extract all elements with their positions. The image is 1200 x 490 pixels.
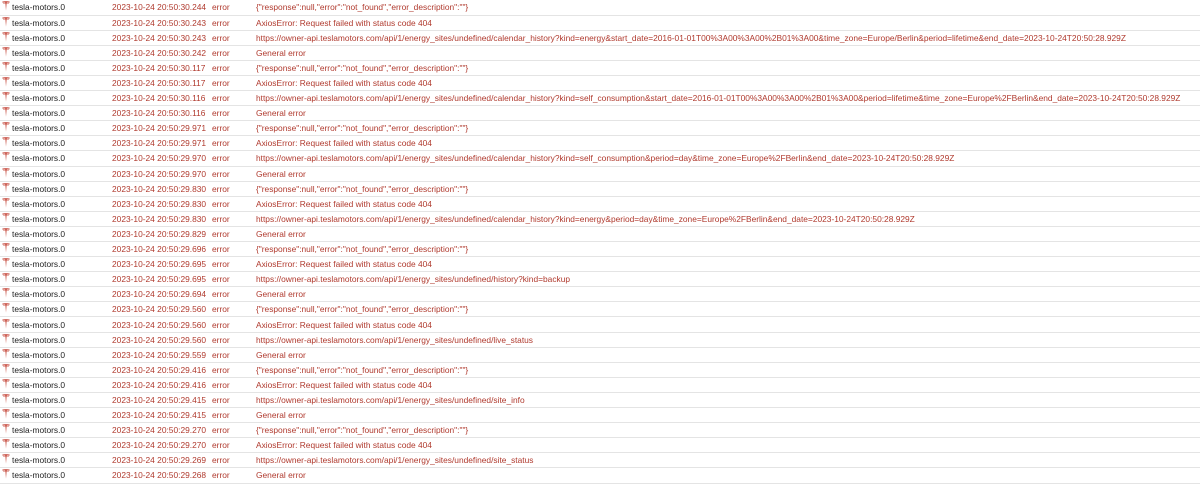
log-row[interactable] xyxy=(0,453,1200,468)
log-source xyxy=(0,45,112,60)
log-message: https://owner-api.teslamotors.com/api/1/energy_sites/undefined/site_info xyxy=(256,392,1200,407)
log-timestamp: 2023-10-24 20:50:29.829 xyxy=(112,226,212,241)
log-source xyxy=(0,302,112,317)
log-timestamp: 2023-10-24 20:50:29.269 xyxy=(112,453,212,468)
log-row[interactable] xyxy=(0,302,1200,317)
log-source xyxy=(0,408,112,423)
log-timestamp: 2023-10-24 20:50:30.244 xyxy=(112,0,212,15)
log-message: https://owner-api.teslamotors.com/api/1/energy_sites/undefined/history?kind=backup xyxy=(256,272,1200,287)
log-message: {"response":null,"error":"not_found","error_description":""} xyxy=(256,60,1200,75)
tesla-logo-icon xyxy=(2,77,10,87)
log-timestamp: 2023-10-24 20:50:29.560 xyxy=(112,332,212,347)
log-source xyxy=(0,211,112,226)
log-source-text: tesla-motors.0 xyxy=(12,17,66,28)
tesla-logo-icon xyxy=(2,364,10,374)
log-row[interactable] xyxy=(0,136,1200,151)
log-timestamp: 2023-10-24 20:50:29.830 xyxy=(112,211,212,226)
log-message: General error xyxy=(256,347,1200,362)
log-row[interactable] xyxy=(0,106,1200,121)
log-timestamp: 2023-10-24 20:50:29.694 xyxy=(112,287,212,302)
log-severity: error xyxy=(212,242,256,257)
log-message: General error xyxy=(256,408,1200,423)
log-message: General error xyxy=(256,226,1200,241)
log-source xyxy=(0,317,112,332)
log-severity: error xyxy=(212,362,256,377)
log-source-text: tesla-motors.0 xyxy=(12,2,66,13)
log-source xyxy=(0,468,112,483)
log-row[interactable] xyxy=(0,423,1200,438)
log-source-text: tesla-motors.0 xyxy=(12,47,66,58)
tesla-logo-icon xyxy=(2,334,10,344)
log-row[interactable] xyxy=(0,377,1200,392)
log-row[interactable] xyxy=(0,60,1200,75)
log-message: AxiosError: Request failed with status code 404 xyxy=(256,75,1200,90)
log-source xyxy=(0,453,112,468)
tesla-logo-icon xyxy=(2,183,10,193)
log-row[interactable] xyxy=(0,181,1200,196)
log-message: {"response":null,"error":"not_found","error_description":""} xyxy=(256,0,1200,15)
log-timestamp: 2023-10-24 20:50:30.242 xyxy=(112,45,212,60)
log-source-text: tesla-motors.0 xyxy=(12,62,66,73)
log-severity: error xyxy=(212,347,256,362)
log-source xyxy=(0,257,112,272)
log-source xyxy=(0,287,112,302)
log-source xyxy=(0,392,112,407)
log-timestamp: 2023-10-24 20:50:29.696 xyxy=(112,242,212,257)
log-source xyxy=(0,166,112,181)
log-timestamp: 2023-10-24 20:50:29.270 xyxy=(112,438,212,453)
log-row[interactable] xyxy=(0,362,1200,377)
tesla-logo-icon xyxy=(2,32,10,42)
log-source xyxy=(0,242,112,257)
log-source-text: tesla-motors.0 xyxy=(12,198,66,209)
log-severity: error xyxy=(212,196,256,211)
log-source-text: tesla-motors.0 xyxy=(12,138,66,149)
log-row[interactable] xyxy=(0,75,1200,90)
log-severity: error xyxy=(212,392,256,407)
tesla-logo-icon xyxy=(2,379,10,389)
log-source xyxy=(0,121,112,136)
log-timestamp: 2023-10-24 20:50:29.559 xyxy=(112,347,212,362)
log-severity: error xyxy=(212,45,256,60)
log-severity: error xyxy=(212,257,256,272)
log-source-text: tesla-motors.0 xyxy=(12,259,66,270)
log-message: AxiosError: Request failed with status code 404 xyxy=(256,377,1200,392)
log-source-text: tesla-motors.0 xyxy=(12,334,66,345)
tesla-logo-icon xyxy=(2,168,10,178)
log-timestamp: 2023-10-24 20:50:29.970 xyxy=(112,166,212,181)
tesla-logo-icon xyxy=(2,107,10,117)
tesla-logo-icon xyxy=(2,198,10,208)
log-source-text: tesla-motors.0 xyxy=(12,274,66,285)
log-severity: error xyxy=(212,91,256,106)
tesla-logo-icon xyxy=(2,62,10,72)
tesla-logo-icon xyxy=(2,122,10,132)
log-timestamp: 2023-10-24 20:50:29.970 xyxy=(112,151,212,166)
tesla-logo-icon xyxy=(2,469,10,479)
log-source-text: tesla-motors.0 xyxy=(12,123,66,134)
log-timestamp: 2023-10-24 20:50:30.117 xyxy=(112,75,212,90)
log-row[interactable] xyxy=(0,272,1200,287)
log-source xyxy=(0,362,112,377)
log-severity: error xyxy=(212,302,256,317)
log-timestamp: 2023-10-24 20:50:30.116 xyxy=(112,91,212,106)
tesla-logo-icon xyxy=(2,258,10,268)
tesla-logo-icon xyxy=(2,137,10,147)
log-severity: error xyxy=(212,287,256,302)
log-timestamp: 2023-10-24 20:50:30.116 xyxy=(112,106,212,121)
tesla-logo-icon xyxy=(2,409,10,419)
log-row[interactable] xyxy=(0,226,1200,241)
log-message: https://owner-api.teslamotors.com/api/1/energy_sites/undefined/calendar_history?kind=self_consumption&start_date=2016-01-01T00%3A00%3A00%2B01%3A00&period=lifetime&time_zone=Europe%2FBerlin&end_date=2023-10-24T20:50:28.929Z xyxy=(256,91,1200,106)
log-source-text: tesla-motors.0 xyxy=(12,470,66,481)
log-source-text: tesla-motors.0 xyxy=(12,349,66,360)
log-source xyxy=(0,0,112,15)
log-message: General error xyxy=(256,287,1200,302)
log-message: AxiosError: Request failed with status code 404 xyxy=(256,257,1200,272)
log-source xyxy=(0,272,112,287)
log-message: AxiosError: Request failed with status code 404 xyxy=(256,438,1200,453)
log-source-text: tesla-motors.0 xyxy=(12,379,66,390)
log-row[interactable] xyxy=(0,468,1200,483)
log-source xyxy=(0,181,112,196)
log-row[interactable] xyxy=(0,15,1200,30)
log-timestamp: 2023-10-24 20:50:29.270 xyxy=(112,423,212,438)
log-row[interactable] xyxy=(0,392,1200,407)
log-row[interactable] xyxy=(0,196,1200,211)
log-row[interactable] xyxy=(0,166,1200,181)
log-source xyxy=(0,226,112,241)
log-source xyxy=(0,136,112,151)
log-message: General error xyxy=(256,166,1200,181)
log-source-text: tesla-motors.0 xyxy=(12,425,66,436)
log-source-text: tesla-motors.0 xyxy=(12,93,66,104)
log-source xyxy=(0,196,112,211)
log-severity: error xyxy=(212,317,256,332)
log-source-text: tesla-motors.0 xyxy=(12,168,66,179)
log-message: {"response":null,"error":"not_found","error_description":""} xyxy=(256,302,1200,317)
tesla-logo-icon xyxy=(2,288,10,298)
tesla-logo-icon xyxy=(2,424,10,434)
log-message: {"response":null,"error":"not_found","error_description":""} xyxy=(256,423,1200,438)
log-message: https://owner-api.teslamotors.com/api/1/energy_sites/undefined/site_status xyxy=(256,453,1200,468)
tesla-logo-icon xyxy=(2,152,10,162)
log-source xyxy=(0,91,112,106)
tesla-logo-icon xyxy=(2,273,10,283)
log-severity: error xyxy=(212,332,256,347)
log-timestamp: 2023-10-24 20:50:29.415 xyxy=(112,408,212,423)
tesla-logo-icon xyxy=(2,349,10,359)
log-source-text: tesla-motors.0 xyxy=(12,289,66,300)
log-source-text: tesla-motors.0 xyxy=(12,440,66,451)
log-message: {"response":null,"error":"not_found","error_description":""} xyxy=(256,242,1200,257)
log-severity: error xyxy=(212,121,256,136)
log-source-text: tesla-motors.0 xyxy=(12,32,66,43)
log-source xyxy=(0,30,112,45)
log-source-text: tesla-motors.0 xyxy=(12,304,66,315)
log-row[interactable] xyxy=(0,242,1200,257)
log-timestamp: 2023-10-24 20:50:29.695 xyxy=(112,272,212,287)
log-timestamp: 2023-10-24 20:50:29.268 xyxy=(112,468,212,483)
log-severity: error xyxy=(212,423,256,438)
log-timestamp: 2023-10-24 20:50:30.243 xyxy=(112,15,212,30)
log-message: {"response":null,"error":"not_found","error_description":""} xyxy=(256,362,1200,377)
log-severity: error xyxy=(212,60,256,75)
log-timestamp: 2023-10-24 20:50:29.971 xyxy=(112,121,212,136)
log-source xyxy=(0,75,112,90)
log-severity: error xyxy=(212,211,256,226)
log-timestamp: 2023-10-24 20:50:29.416 xyxy=(112,377,212,392)
log-row[interactable] xyxy=(0,287,1200,302)
log-severity: error xyxy=(212,166,256,181)
log-message: AxiosError: Request failed with status code 404 xyxy=(256,136,1200,151)
tesla-logo-icon xyxy=(2,303,10,313)
log-severity: error xyxy=(212,468,256,483)
log-row[interactable] xyxy=(0,0,1200,15)
log-source xyxy=(0,106,112,121)
log-row[interactable] xyxy=(0,347,1200,362)
log-timestamp: 2023-10-24 20:50:29.830 xyxy=(112,181,212,196)
log-timestamp: 2023-10-24 20:50:29.560 xyxy=(112,317,212,332)
log-message: https://owner-api.teslamotors.com/api/1/energy_sites/undefined/live_status xyxy=(256,332,1200,347)
log-message: https://owner-api.teslamotors.com/api/1/energy_sites/undefined/calendar_history?kind=energy&start_date=2016-01-01T00%3A00%3A00%2B01%3A00&time_zone=Europe/Berlin&period=lifetime&end_date=2023-10-24T20:50:28.929Z xyxy=(256,30,1200,45)
tesla-logo-icon xyxy=(2,228,10,238)
log-severity: error xyxy=(212,30,256,45)
log-message: {"response":null,"error":"not_found","error_description":""} xyxy=(256,181,1200,196)
tesla-logo-icon xyxy=(2,439,10,449)
log-severity: error xyxy=(212,226,256,241)
tesla-logo-icon xyxy=(2,47,10,57)
log-severity: error xyxy=(212,106,256,121)
log-source-text: tesla-motors.0 xyxy=(12,153,66,164)
log-message: {"response":null,"error":"not_found","error_description":""} xyxy=(256,121,1200,136)
log-source-text: tesla-motors.0 xyxy=(12,78,66,89)
log-source xyxy=(0,60,112,75)
log-timestamp: 2023-10-24 20:50:29.971 xyxy=(112,136,212,151)
tesla-logo-icon xyxy=(2,17,10,27)
log-row[interactable] xyxy=(0,45,1200,60)
log-severity: error xyxy=(212,438,256,453)
log-row[interactable] xyxy=(0,257,1200,272)
log-timestamp: 2023-10-24 20:50:29.416 xyxy=(112,362,212,377)
log-severity: error xyxy=(212,377,256,392)
log-message: General error xyxy=(256,106,1200,121)
log-source-text: tesla-motors.0 xyxy=(12,410,66,421)
log-severity: error xyxy=(212,272,256,287)
tesla-logo-icon xyxy=(2,319,10,329)
tesla-logo-icon xyxy=(2,1,10,11)
tesla-logo-icon xyxy=(2,454,10,464)
log-row[interactable] xyxy=(0,317,1200,332)
log-row[interactable] xyxy=(0,211,1200,226)
log-row[interactable] xyxy=(0,438,1200,453)
tesla-logo-icon xyxy=(2,92,10,102)
log-source xyxy=(0,347,112,362)
log-message: General error xyxy=(256,468,1200,483)
log-severity: error xyxy=(212,181,256,196)
log-source-text: tesla-motors.0 xyxy=(12,244,66,255)
log-source xyxy=(0,15,112,30)
log-severity: error xyxy=(212,15,256,30)
log-source xyxy=(0,332,112,347)
log-severity: error xyxy=(212,75,256,90)
log-row[interactable] xyxy=(0,30,1200,45)
log-source-text: tesla-motors.0 xyxy=(12,319,66,330)
log-message: https://owner-api.teslamotors.com/api/1/energy_sites/undefined/calendar_history?kind=energy&period=day&time_zone=Europe%2FBerlin&end_date=2023-10-24T20:50:28.929Z xyxy=(256,211,1200,226)
log-source-text: tesla-motors.0 xyxy=(12,183,66,194)
tesla-logo-icon xyxy=(2,394,10,404)
log-severity: error xyxy=(212,0,256,15)
tesla-logo-icon xyxy=(2,243,10,253)
log-row[interactable] xyxy=(0,332,1200,347)
log-message: https://owner-api.teslamotors.com/api/1/energy_sites/undefined/calendar_history?kind=self_consumption&period=day&time_zone=Europe%2FBerlin&end_date=2023-10-24T20:50:28.929Z xyxy=(256,151,1200,166)
log-timestamp: 2023-10-24 20:50:30.117 xyxy=(112,60,212,75)
log-row[interactable] xyxy=(0,151,1200,166)
log-timestamp: 2023-10-24 20:50:29.830 xyxy=(112,196,212,211)
log-message: AxiosError: Request failed with status code 404 xyxy=(256,196,1200,211)
log-message: General error xyxy=(256,45,1200,60)
log-message: AxiosError: Request failed with status code 404 xyxy=(256,15,1200,30)
log-timestamp: 2023-10-24 20:50:29.695 xyxy=(112,257,212,272)
log-timestamp: 2023-10-24 20:50:30.243 xyxy=(112,30,212,45)
log-severity: error xyxy=(212,151,256,166)
tesla-logo-icon xyxy=(2,213,10,223)
log-source xyxy=(0,377,112,392)
log-source-text: tesla-motors.0 xyxy=(12,108,66,119)
log-severity: error xyxy=(212,136,256,151)
log-message: AxiosError: Request failed with status code 404 xyxy=(256,317,1200,332)
log-row[interactable] xyxy=(0,121,1200,136)
log-row[interactable] xyxy=(0,91,1200,106)
log-source xyxy=(0,438,112,453)
log-source-text: tesla-motors.0 xyxy=(12,394,66,405)
log-source-text: tesla-motors.0 xyxy=(12,213,66,224)
log-source xyxy=(0,151,112,166)
log-timestamp: 2023-10-24 20:50:29.560 xyxy=(112,302,212,317)
log-timestamp: 2023-10-24 20:50:29.415 xyxy=(112,392,212,407)
log-row[interactable] xyxy=(0,408,1200,423)
log-source xyxy=(0,423,112,438)
log-source-text: tesla-motors.0 xyxy=(12,364,66,375)
log-severity: error xyxy=(212,408,256,423)
log-source-text: tesla-motors.0 xyxy=(12,455,66,466)
log-severity: error xyxy=(212,453,256,468)
log-source-text: tesla-motors.0 xyxy=(12,228,66,239)
